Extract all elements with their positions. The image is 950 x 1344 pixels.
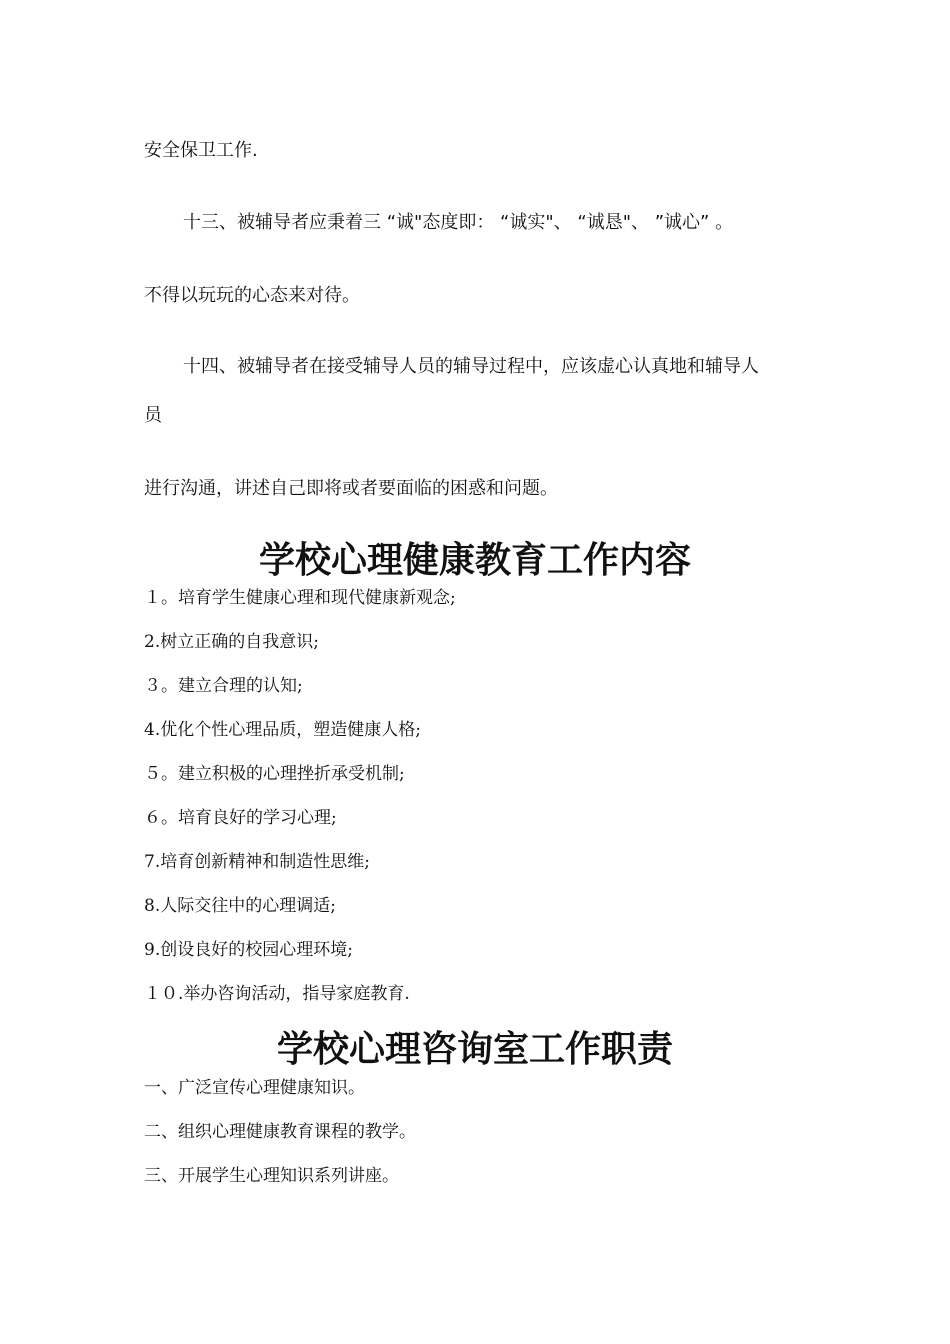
section-title-education-content: 学校心理健康教育工作内容	[258, 539, 691, 581]
paragraph-13-line-2: 不得以玩玩的心态来对待。	[144, 285, 360, 306]
paragraph-14-line-3: 进行沟通，讲述自己即将或者要面临的困惑和问题。	[144, 478, 558, 499]
list-item: ５。建立积极的心理挫折承受机制;	[144, 764, 405, 784]
list-item: ６。培育良好的学习心理;	[144, 808, 337, 828]
paragraph-14-line-1: 十四、被辅导者在接受辅导人员的辅导过程中，应该虚心认真地和辅导人	[183, 356, 759, 377]
section-title-counseling-duties: 学校心理咨询室工作职责	[276, 1028, 673, 1070]
list-item: 7.培育创新精神和制造性思维;	[144, 852, 370, 872]
list-item: 8.人际交往中的心理调适;	[144, 896, 336, 916]
list-item: 4.优化个性心理品质，塑造健康人格;	[144, 720, 421, 740]
list-item: 9.创设良好的校园心理环境;	[144, 940, 353, 960]
list-item: 2.树立正确的自我意识;	[144, 632, 319, 652]
list-item: 二、组织心理健康教育课程的教学。	[144, 1122, 416, 1142]
paragraph-13-line-1: 十三、被辅导者应秉着三 “诚"态度即： “诚实"、 “诚恳"、 ”诚心” 。	[183, 212, 734, 233]
list-item: １。培育学生健康心理和现代健康新观念;	[144, 588, 456, 608]
paragraph-14-line-2: 员	[144, 405, 162, 426]
list-item: ３。建立合理的认知;	[144, 676, 303, 696]
paragraph-continuation: 安全保卫工作.	[144, 140, 258, 161]
list-item: 三、开展学生心理知识系列讲座。	[144, 1166, 399, 1186]
list-item: １０.举办咨询活动，指导家庭教育.	[144, 984, 410, 1004]
list-item: 一、广泛宣传心理健康知识。	[144, 1078, 365, 1098]
